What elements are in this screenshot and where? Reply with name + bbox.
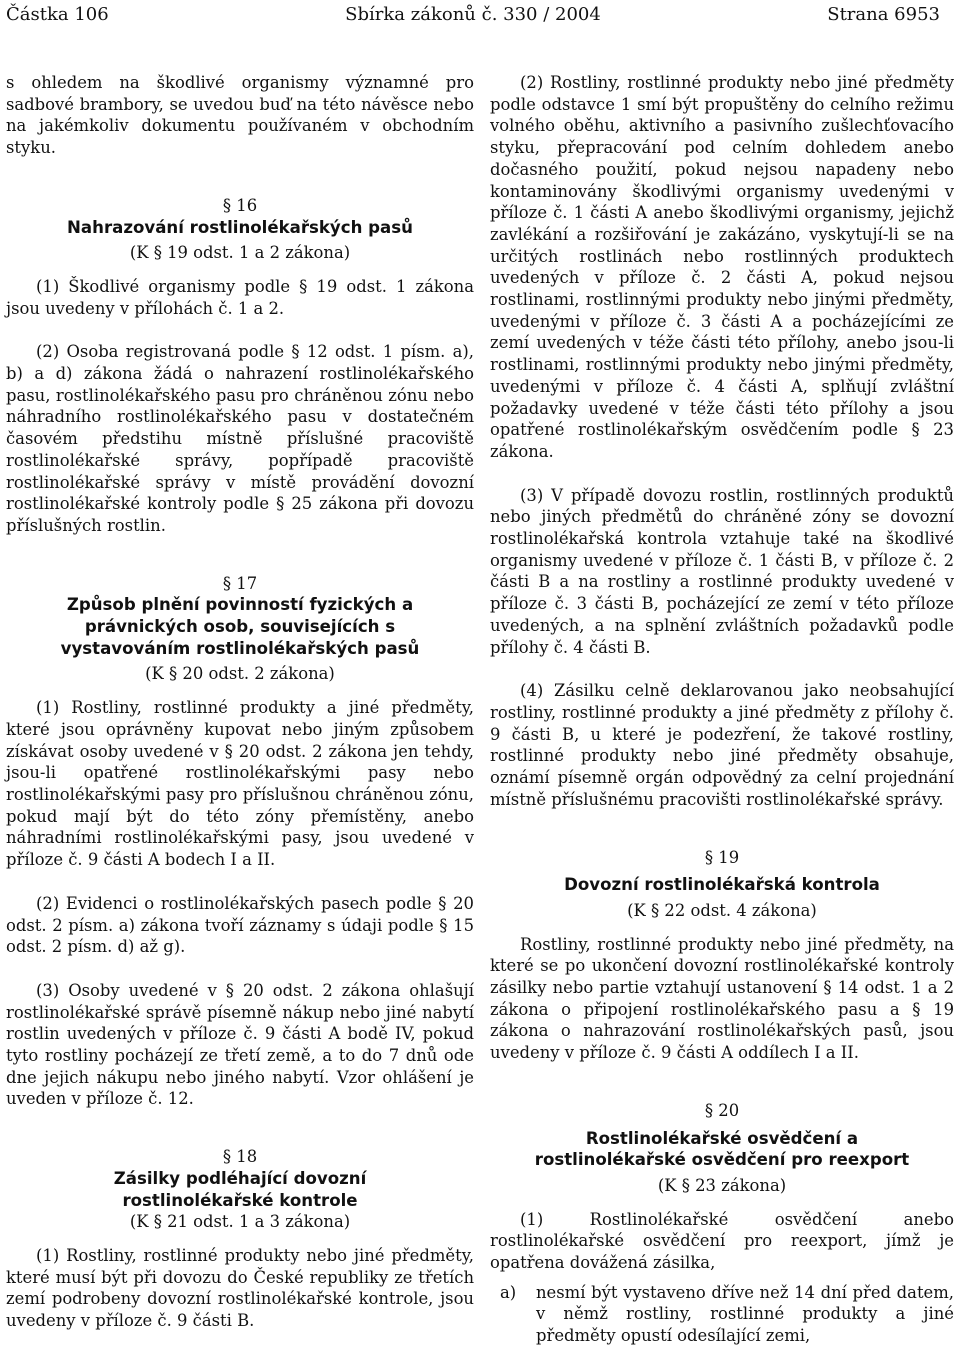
paragraph: (1) Rostliny, rostlinné produkty a jiné předměty, které jsou oprávněny kupovat nebo jiným způsobem získávat osoby uvedené v § 20 odst. 2 zákona jen tehdy, jsou-li opatřené rostlinolékařskými pasy nebo rostlinolékařskými pasy pro příslušnou chráněnou zónu, pokud mají být do této zóny přemístěny, anebo náhradními rostlinolékařskými pasy, jsou uvedené v příloze č. 9 části A bodech I a II.: [6, 698, 474, 870]
section-title: Nahrazování rostlinolékařských pasů: [67, 217, 413, 237]
section-17: [6, 573, 474, 686]
paragraph: (3) V případě dovozu rostlin, rostlinných produktů nebo jiných předmětů do chráněné zóny se dovozní rostlinolékařská kontrola vztahuje také na škodlivé organismy uvedené v příloze č. 1 části B, v příloze č. 2 části B a na rostliny a rostlinné produkty uvedené v příloze č. 3 části B, pocházející ze zemí v této příloze uvedených, a na splnění zvláštních požadavků podle přílohy č. 4 části B.: [490, 485, 954, 657]
section-number: § 16: [222, 195, 258, 215]
section-title: Rostlinolékařské osvědčení a rostlinolékařské osvědčení pro reexport: [534, 1128, 910, 1170]
section-reference: (K § 21 odst. 1 a 3 zákona): [129, 1212, 351, 1232]
paragraph: (2) Rostliny, rostlinné produkty nebo jiné předměty podle odstavce 1 smí být propuštěny do celního režimu volného oběhu, aktivního a pasivního zušlechťovacího styku, přepracování pod celním dohledem anebo dočasného použití, pokud nejsou napadeny nebo kontaminovány škodlivými organismy uvedenými v příloze č. 1 části A anebo škodlivými organismy, jejichž zavlékání a rozšiřování je zakázáno, vyskytují-li se na určitých rostlinách nebo rostlinných produktech uvedených v příloze č. 2 části A, pokud nejsou rostlinami, rostlinnými produkty nebo jinými předměty, uvedenými v příloze č. 3 části A a pocházejícími ze zemí uvedených v téže části této přílohy, anebo jsou-li rostlinami, rostlinnými produkty nebo jinými předměty, uvedenými v příloze č. 4 části A, splňují zvláštní požadavky uvedené v téže části této přílohy a jsou opatřené rostlinolékařským osvědčením podle § 23 zákona.: [490, 73, 954, 461]
section-20: [490, 1100, 954, 1197]
paragraph: Rostliny, rostlinné produkty nebo jiné předměty, na které se po ukončení dovozní rostlinolékařské kontroly zásilky nebo partie vztahují ustanovení § 14 odst. 1 a 2 zákona o připojení rostlinolékařského pasu a § 19 zákona o nahrazování rostlinolékařských pasů, jsou uvedeny v příloze č. 9 části A oddílech I a II.: [490, 934, 954, 1063]
left-column: [6, 72, 474, 1332]
section-18: [6, 1146, 474, 1233]
paragraph: (1) Rostlinolékařské osvědčení anebo rostlinolékařské osvědčení pro reexport, jímž je opatřena dovážená zásilka,: [490, 1209, 954, 1273]
section-reference: (K § 22 odst. 4 zákona): [627, 900, 817, 920]
header-page-number: Strana 6953: [827, 4, 940, 25]
section-16: [6, 195, 474, 264]
intro-paragraph: s ohledem na škodlivé organismy významné pro sadbové brambory, se uvedou buď na této návěsce nebo na jakémkoliv dokumentu používaném v obchodním styku.: [6, 73, 474, 158]
paragraph: (2) Osoba registrovaná podle § 12 odst. 1 písm. a), b) a d) zákona žádá o nahrazení rostlinolékařského pasu, rostlinolékařského pasu pro chráněnou zónu nebo náhradního rostlinolékařského pasu v dostatečném časovém předstihu místně příslušné pracoviště rostlinolékařské správy, popřípadě pracoviště rostlinolékařské správy v místě provádění dovozní rostlinolékařské kontroly podle § 25 zákona při dovozu příslušných rostlin.: [6, 342, 474, 535]
section-title: Způsob plnění povinností fyzických a právnických osob, souvisejících s vystavováním rostlinolékařských pasů: [60, 595, 420, 658]
list-item-label: a): [500, 1282, 517, 1302]
section-19: [490, 847, 954, 922]
header-issue: Částka 106: [6, 4, 109, 25]
paragraph: (4) Zásilku celně deklarovanou jako neobsahující rostliny, rostlinné produkty a jiné předměty z přílohy č. 9 části B, u které je podezření, že takové rostliny, rostlinné produkty nebo jiné předměty obsahuje, oznámí písemně orgán odpovědný za celní projednání místně příslušnému pracovišti rostlinolékařské správy.: [490, 681, 954, 809]
header-collection: Sbírka zákonů č. 330 / 2004: [345, 4, 601, 25]
section-number: § 19: [704, 847, 740, 867]
section-number: § 20: [704, 1100, 740, 1120]
section-reference: (K § 23 zákona): [657, 1175, 787, 1195]
paragraph: (2) Evidenci o rostlinolékařských pasech podle § 20 odst. 2 písm. a) zákona tvoří záznamy s údaji podle § 15 odst. 2 písm. d) až g).: [6, 893, 474, 957]
paragraph: (1) Škodlivé organismy podle § 19 odst. 1 zákona jsou uvedeny v přílohách č. 1 a 2.: [6, 276, 474, 318]
right-column: [490, 72, 954, 1347]
paragraph: (1) Rostliny, rostlinné produkty nebo jiné předměty, které musí být při dovozu do České republiky ze třetích zemí podrobeny dovozní rostlinolékařské kontrole, jsou uvedeny v příloze č. 9 části B.: [6, 1245, 474, 1331]
section-title: Dovozní rostlinolékařská kontrola: [564, 875, 880, 895]
section-number: § 17: [222, 573, 258, 593]
running-header: [6, 4, 940, 30]
paragraph: (3) Osoby uvedené v § 20 odst. 2 zákona ohlašují rostlinolékařské správě písemně nákup nebo jiné nabytí rostlin uvedených v příloze č. 9 části A bodě IV, pokud tyto rostliny pocházejí ze třetí země, a to do 7 dnů ode dne jejich nákupu nebo jiného nabytí. Vzor ohlášení je uveden v příloze č. 12.: [6, 980, 474, 1109]
section-reference: (K § 20 odst. 2 zákona): [145, 664, 335, 684]
list-item: [490, 1282, 954, 1347]
section-title: Zásilky podléhající dovozní rostlinolékařské kontrole: [113, 1168, 367, 1210]
list-item-text: nesmí být vystaveno dříve než 14 dní před datem, v němž rostliny, rostlinné produkty a jiné předměty opustí odesílající zemi,: [536, 1282, 954, 1346]
section-reference: (K § 19 odst. 1 a 2 zákona): [129, 243, 351, 263]
section-number: § 18: [222, 1147, 258, 1167]
